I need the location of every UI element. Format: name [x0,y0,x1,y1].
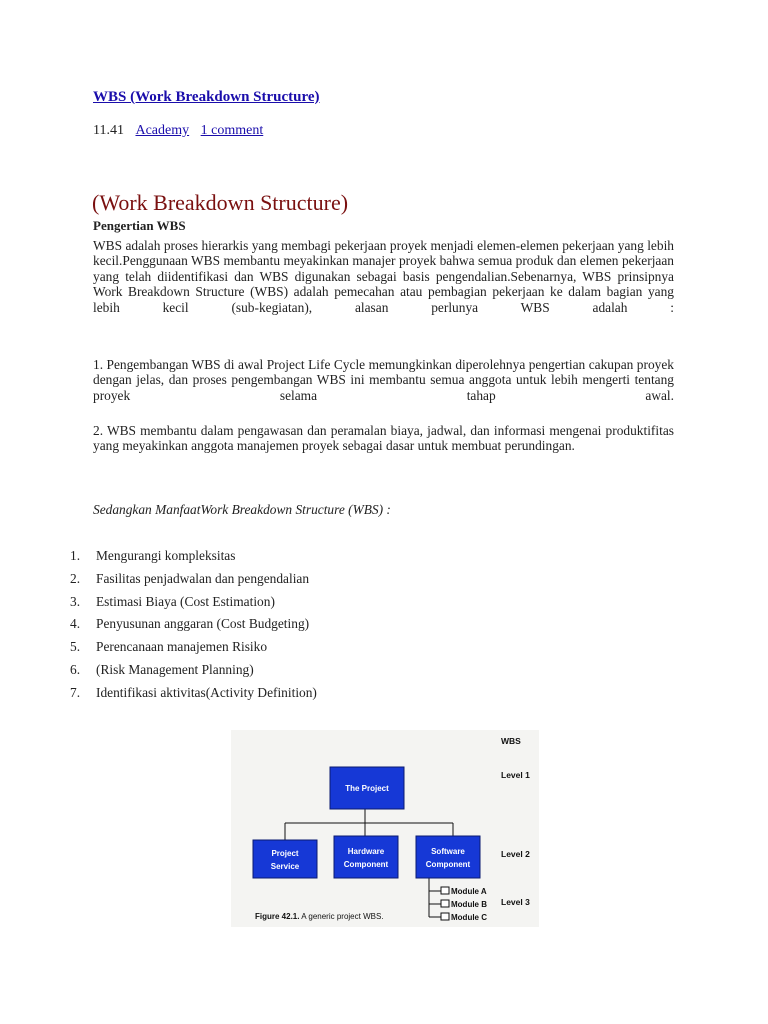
box-label: Project [271,849,299,858]
box-label: Hardware [347,847,385,856]
box-project-service [253,840,317,878]
box-label: Component [425,860,471,869]
box-label-root: The Project [345,784,389,793]
list-item [70,639,317,662]
list-item [70,662,317,685]
comments-link[interactable]: 1 comment [200,123,264,138]
module-c-label: Module C [451,913,487,922]
list-item-text: Estimasi Biaya (Cost Estimation) [96,593,275,609]
list-item-number: 2. [70,570,81,586]
box-label: Service [270,862,300,871]
list-item-number: 1. [70,548,81,563]
article-heading: (Work Breakdown Structure) [92,190,349,215]
list-item-number: 3. [70,593,81,609]
list-item-text: Penyusunan anggaran (Cost Budgeting) [96,616,310,632]
list-item-number: 7. [70,684,81,700]
list-item [70,571,317,594]
box-software-component [416,836,480,878]
figure-caption-text: A generic project WBS. [299,912,384,921]
level-3-label: Level 3 [501,897,530,907]
paragraph-reason-1: 1. Pengembangan WBS di awal Project Life Cycle memungkinkan diperolehnya pengertian cakupan proyek dengan jelas, dan proses pengembangan WBS ini membantu semua anggota untuk lebih mengerti tentang proyek selama tahap awal. [93,357,674,403]
benefits-intro: Sedangkan ManfaatWork Breakdown Structure (WBS) : [93,502,391,517]
post-time: 11.41 [93,123,124,138]
level-2-label: Level 2 [501,849,530,859]
module-b-label: Module B [451,900,487,909]
figure-caption-number: Figure 42.1. [255,912,300,921]
module-b-box [441,900,449,907]
wbs-figure [231,730,539,927]
module-a-box [441,887,449,894]
list-item-text: Perencanaan manajemen Risiko [96,639,268,655]
box-label: Component [343,860,389,869]
list-item [70,594,317,617]
level-1-label: Level 1 [501,770,530,780]
list-item-number: 4. [70,616,81,632]
figure-caption [255,912,384,921]
wbs-diagram [231,730,539,927]
benefits-list [70,548,317,708]
list-item-text: Fasilitas penjadwalan dan pengendalian [96,570,310,586]
box-hardware-component [334,836,398,878]
post-meta [93,123,263,139]
module-a-label: Module A [451,887,487,896]
post-title-link[interactable]: WBS (Work Breakdown Structure) [93,89,320,105]
list-item [70,616,317,639]
category-link[interactable]: Academy [135,123,190,138]
paragraph-reason-2: 2. WBS membantu dalam pengawasan dan peramalan biaya, jadwal, dan informasi mengenai produktifitas yang meyakinkan anggota manajemen proyek sebagai dasar untuk membuat perundingan. [93,423,674,454]
list-item [70,548,317,571]
box-label: Software [431,847,465,856]
list-item-text: Identifikasi aktivitas(Activity Definition) [96,684,317,700]
list-item-text: Mengurangi kompleksitas [96,548,236,563]
paragraph-definition: WBS adalah proses hierarkis yang membagi pekerjaan proyek menjadi elemen-elemen pekerjaan yang lebih kecil.Penggunaan WBS membantu meyakinkan manajer proyek bahwa semua produk dan elemen pekerjaan yang telah diidentifikasi dan WBS digunakan sebagai basis pengendalian.Sebenarnya, WBS prinsipnya Work Breakdown Structure (WBS) adalah pemecahan atau pembagian pekerjaan ke dalam bagian yang lebih kecil (sub-kegiatan), alasan perlunya WBS adalah : [93,238,674,315]
wbs-corner-label: WBS [501,736,521,746]
list-item-number: 5. [70,639,81,655]
list-item-text: (Risk Management Planning) [96,661,254,677]
list-item-number: 6. [70,661,81,677]
list-item [70,685,317,708]
article-subheading: Pengertian WBS [93,218,186,233]
module-c-box [441,913,449,920]
